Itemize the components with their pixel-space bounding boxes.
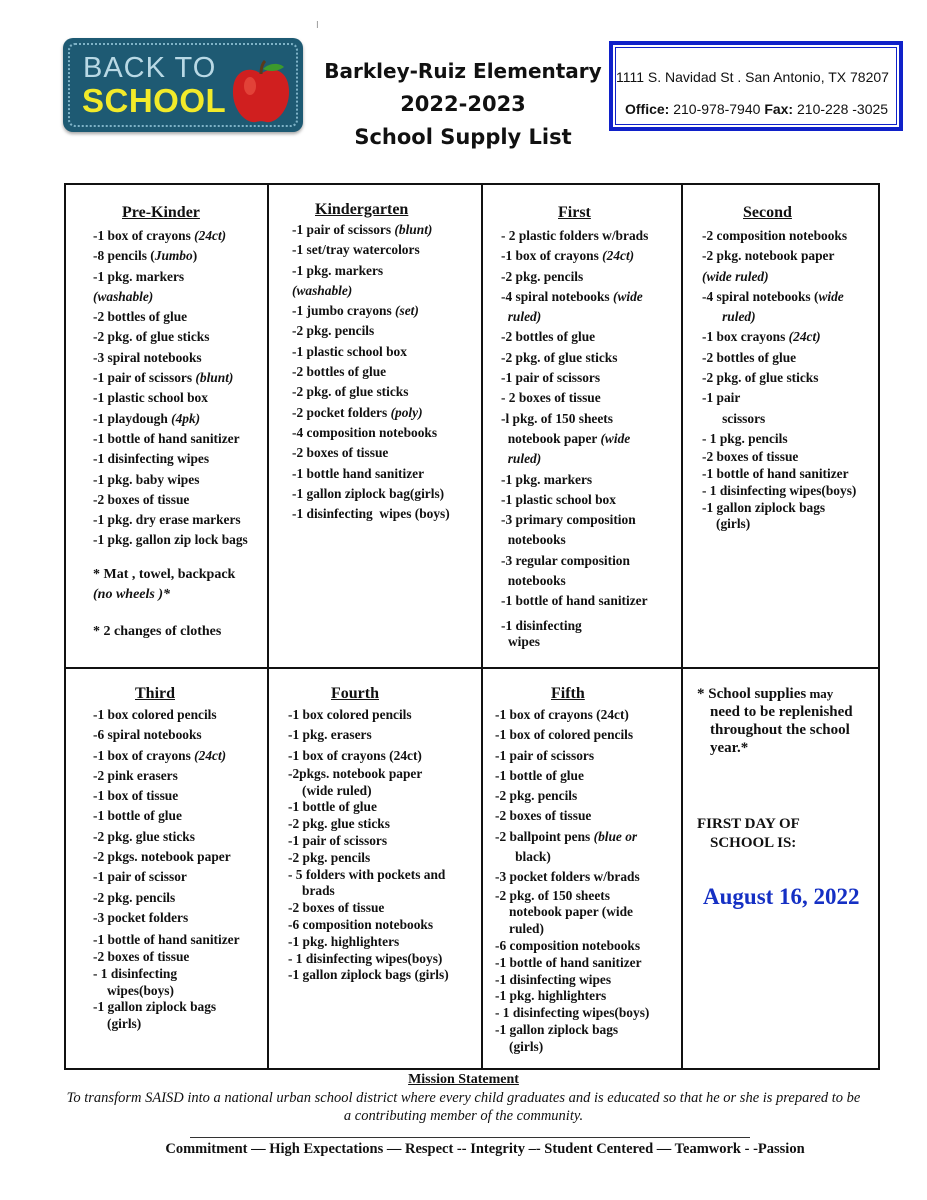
supply-item-text: -2 pkg. pencils bbox=[501, 268, 584, 284]
supply-item bbox=[501, 327, 679, 347]
supply-item-text: -1 pair bbox=[702, 390, 741, 406]
supply-item: -1 gallon ziplock bags bbox=[93, 999, 217, 1015]
supply-item-text: -1 gallon ziplock bag(girls) bbox=[292, 485, 445, 501]
supply-item: -2 boxes of tissue bbox=[288, 900, 385, 916]
supply-item bbox=[292, 220, 477, 240]
supply-item bbox=[702, 287, 880, 307]
supply-item: - 1 disinfecting wipes(boys) bbox=[495, 1005, 650, 1021]
second-list bbox=[702, 226, 880, 449]
supply-item bbox=[501, 470, 679, 490]
supply-item bbox=[93, 530, 265, 550]
supply-item bbox=[93, 327, 265, 347]
supply-item-text: notebook paper bbox=[501, 430, 601, 446]
supply-item-note: (24ct) bbox=[788, 329, 821, 345]
supply-item-note: (blunt) bbox=[195, 370, 234, 386]
supply-item bbox=[702, 348, 880, 368]
first-disinfecting: -1 disinfecting bbox=[501, 617, 582, 633]
supply-item-text: -1 pkg. markers bbox=[501, 471, 593, 487]
supply-item bbox=[501, 591, 679, 611]
supply-item bbox=[288, 725, 480, 745]
supply-item bbox=[495, 806, 679, 826]
supply-item bbox=[501, 490, 679, 510]
stray-mark: I bbox=[316, 20, 319, 31]
supply-item-text: -4 composition notebooks bbox=[292, 424, 438, 440]
supply-item bbox=[292, 362, 477, 382]
first-heading: First bbox=[558, 204, 591, 221]
fourth-list bbox=[288, 705, 480, 766]
supply-item bbox=[501, 551, 679, 571]
phone-line bbox=[625, 101, 888, 117]
supply-item-text: -1 bottle of glue bbox=[93, 808, 182, 824]
supply-item-text: -2 bottles of glue bbox=[93, 309, 188, 325]
supply-item bbox=[288, 746, 480, 766]
grid-divider bbox=[481, 185, 483, 1068]
supply-item bbox=[292, 464, 477, 484]
supply-item bbox=[495, 867, 679, 887]
supply-item-text: -2 pkg. pencils bbox=[93, 889, 176, 905]
fifth-list bbox=[495, 705, 679, 888]
fifth-column bbox=[495, 685, 679, 1056]
supply-item bbox=[495, 786, 679, 806]
supply-item-text bbox=[501, 309, 508, 324]
prek-note-no-wheels: (no wheels )* bbox=[93, 586, 170, 602]
first-list bbox=[501, 226, 679, 612]
grid-divider bbox=[66, 667, 878, 669]
supply-item-text: -1 plastic school box bbox=[292, 343, 407, 359]
supply-item bbox=[93, 429, 265, 449]
supply-item-text: -2 pkg. of glue sticks bbox=[702, 370, 819, 386]
supply-item bbox=[93, 746, 265, 766]
supply-item-text: -2 bottles of glue bbox=[702, 349, 797, 365]
first-day-line2: SCHOOL IS: bbox=[710, 835, 797, 851]
core-values: Commitment — High Expectations — Respect -- Integrity –- Student Centered — Teamwork - -Passion bbox=[165, 1141, 805, 1157]
supply-item-text: -3 spiral notebooks bbox=[93, 349, 202, 365]
supply-grid bbox=[64, 183, 880, 1070]
supply-item bbox=[93, 449, 265, 469]
third-list-tight bbox=[93, 932, 265, 1033]
supply-item bbox=[702, 327, 880, 347]
supply-item-text: -2 pkg. glue sticks bbox=[93, 828, 195, 844]
supply-item: -2 boxes of tissue bbox=[702, 449, 799, 465]
prek-column bbox=[93, 204, 265, 640]
supply-item-text: -1 box colored pencils bbox=[288, 707, 412, 722]
mission-line-1: To transform SAISD into a national urban school district where every child graduates and is educated so that he or she is prepared to be bbox=[66, 1090, 861, 1106]
supply-item bbox=[292, 342, 477, 362]
supply-item-note: ruled) bbox=[507, 309, 542, 325]
prek-heading: Pre-Kinder bbox=[122, 204, 200, 221]
supply-item: -2pkgs. notebook paper bbox=[288, 765, 423, 781]
supply-item-text: -2 pkg. pencils bbox=[495, 788, 578, 804]
supply-item bbox=[292, 382, 477, 402]
supply-item bbox=[93, 806, 265, 826]
supply-item bbox=[501, 530, 679, 550]
supply-item-text: -1 set/tray watercolors bbox=[292, 242, 420, 258]
fifth-list-tight bbox=[495, 888, 679, 1056]
supply-item-text: -1 box of crayons (24ct) bbox=[288, 747, 422, 763]
supply-item-text: -2 ballpoint pens bbox=[495, 828, 594, 844]
supply-item: -2 pkg. glue sticks bbox=[288, 816, 390, 832]
supply-item bbox=[93, 908, 265, 928]
supply-item bbox=[292, 423, 477, 443]
supply-item bbox=[93, 847, 265, 867]
office-phone: 210-978-7940 bbox=[669, 101, 765, 117]
supply-item: -2 pkg. pencils bbox=[288, 849, 371, 865]
supply-item-note: (wide bbox=[600, 430, 631, 446]
supply-item-text: -2 composition notebooks bbox=[702, 228, 848, 243]
supply-item: -1 bottle of glue bbox=[288, 799, 377, 815]
supply-item-text: -1 box of crayons (24ct) bbox=[495, 707, 629, 722]
list-title: School Supply List bbox=[354, 125, 572, 149]
prek-note-clothes: * 2 changes of clothes bbox=[93, 623, 222, 639]
supply-item bbox=[292, 321, 477, 341]
supply-item-text: -2 boxes of tissue bbox=[93, 491, 190, 507]
grid-divider bbox=[681, 185, 683, 1068]
supply-item bbox=[93, 470, 265, 490]
supply-item: -1 disinfecting wipes bbox=[495, 971, 612, 987]
second-column bbox=[702, 204, 880, 533]
supply-item: -2 pkg. of 150 sheets bbox=[495, 887, 610, 903]
supply-item bbox=[288, 705, 480, 725]
supply-item-text: -2 pkg. of glue sticks bbox=[93, 329, 210, 345]
supply-item bbox=[93, 888, 265, 908]
mission-statement bbox=[40, 1089, 887, 1125]
supply-item: - 1 disinfecting wipes(boys) bbox=[702, 482, 857, 498]
supply-item-text bbox=[501, 451, 508, 466]
supply-item bbox=[93, 705, 265, 725]
mission-line-2: a contributing member of the community. bbox=[343, 1108, 584, 1124]
supply-item: -1 bottle of hand sanitizer bbox=[93, 932, 240, 948]
supply-item bbox=[495, 725, 679, 745]
first-column bbox=[501, 204, 679, 650]
supply-item bbox=[702, 388, 880, 408]
supply-item-note: wide bbox=[818, 288, 844, 304]
supply-item: - 1 disinfecting bbox=[93, 965, 178, 981]
supply-item-text: -1 playdough bbox=[93, 410, 172, 426]
supply-item-text: -1 box of crayons bbox=[93, 747, 195, 763]
supply-item bbox=[93, 827, 265, 847]
supply-item-text: -1 jumbo crayons bbox=[292, 303, 396, 319]
supply-item: -1 pkg. highlighters bbox=[495, 988, 607, 1004]
supply-item: -2 boxes of tissue bbox=[93, 949, 190, 965]
supply-item: ruled) bbox=[509, 921, 544, 937]
supply-item: -1 bottle of hand sanitizer bbox=[495, 954, 642, 970]
supply-item bbox=[702, 429, 880, 449]
supply-item bbox=[292, 403, 477, 423]
supply-item-text: -3 pocket folders bbox=[93, 909, 189, 925]
contact-box bbox=[609, 41, 903, 131]
supply-item: -1 bottle of hand sanitizer bbox=[702, 466, 849, 482]
supply-item-text: -1 box of crayons bbox=[501, 248, 603, 264]
supply-item: -1 pkg. highlighters bbox=[288, 933, 400, 949]
supply-item-text: -1 plastic school box bbox=[93, 390, 208, 406]
supply-item-text: - 1 pkg. pencils bbox=[702, 430, 788, 446]
supply-item-text: -2 boxes of tissue bbox=[292, 445, 389, 461]
supply-item bbox=[93, 786, 265, 806]
kindergarten-list bbox=[292, 220, 477, 524]
supply-item-text: ) bbox=[192, 248, 198, 264]
supply-item bbox=[93, 409, 265, 429]
supply-item-note: (blue or bbox=[593, 828, 638, 844]
third-column bbox=[93, 685, 265, 1033]
supply-item-text: -1 box crayons bbox=[702, 329, 789, 345]
first-day-line1: FIRST DAY OF bbox=[697, 816, 800, 832]
fourth-column bbox=[288, 685, 480, 984]
supply-item-note: Jumbo bbox=[154, 248, 193, 264]
supply-item bbox=[702, 246, 880, 266]
fax-label: Fax: bbox=[764, 101, 794, 117]
supply-item: wipes(boys) bbox=[107, 982, 174, 998]
supply-item-text: -2 pkg. of glue sticks bbox=[501, 349, 618, 365]
supply-item bbox=[501, 429, 679, 449]
supply-item-text: -1 disinfecting wipes bbox=[93, 451, 210, 467]
logo-text-back-to: BACK TO bbox=[83, 52, 217, 84]
replenish-note-a: * School supplies bbox=[697, 686, 807, 702]
supply-item-text: -1 pkg. gallon zip lock bags bbox=[93, 532, 248, 548]
fourth-list-tight bbox=[288, 766, 480, 984]
supply-item bbox=[501, 287, 679, 307]
supply-item-text: -1 bottle of hand sanitizer bbox=[93, 430, 240, 446]
supply-item-text: -1 box of colored pencils bbox=[495, 727, 634, 743]
supply-item-text: -1 pkg. baby wipes bbox=[93, 471, 200, 487]
fourth-heading: Fourth bbox=[331, 685, 379, 702]
supply-item-text: -1 bottle of glue bbox=[495, 767, 584, 783]
third-list bbox=[93, 705, 265, 928]
prek-list bbox=[93, 226, 265, 551]
supply-item: - 1 disinfecting wipes(boys) bbox=[288, 950, 443, 966]
supply-item bbox=[501, 267, 679, 287]
supply-item bbox=[495, 705, 679, 725]
first-day-date: August 16, 2022 bbox=[703, 884, 860, 909]
first-wipes: wipes bbox=[508, 633, 540, 649]
supply-item-text: -1 bottle hand sanitizer bbox=[292, 465, 425, 481]
supply-item bbox=[93, 766, 265, 786]
supply-item-text: -3 regular composition bbox=[501, 552, 630, 568]
supply-item bbox=[702, 368, 880, 388]
supply-item-text: -4 spiral notebooks bbox=[501, 288, 613, 304]
supply-item-text: notebooks bbox=[501, 573, 566, 589]
office-label: Office: bbox=[625, 101, 670, 117]
supply-item bbox=[292, 281, 477, 301]
supply-item bbox=[93, 267, 265, 287]
supply-item-text: -2 bottles of glue bbox=[501, 329, 596, 345]
supply-item-text: -1 box of crayons bbox=[93, 228, 195, 243]
supply-item bbox=[93, 368, 265, 388]
supply-item-text: -8 pencils ( bbox=[93, 248, 155, 264]
supply-item-text: -2 pink erasers bbox=[93, 767, 178, 783]
supply-item-note: (wide bbox=[612, 288, 643, 304]
kindergarten-column bbox=[292, 201, 477, 524]
grid-divider bbox=[267, 185, 269, 1068]
supply-item: brads bbox=[302, 883, 335, 899]
supply-item-text bbox=[702, 309, 722, 324]
supply-item bbox=[501, 246, 679, 266]
supply-item bbox=[501, 510, 679, 530]
supply-item-note: ruled) bbox=[507, 451, 542, 467]
supply-item: -1 gallon ziplock bags (girls) bbox=[288, 967, 449, 983]
replenish-note-b: may bbox=[806, 686, 834, 701]
supply-item: notebook paper (wide bbox=[509, 904, 634, 920]
supply-item bbox=[495, 847, 679, 867]
supply-item-text: black) bbox=[495, 849, 551, 865]
supply-item-text: -1 pkg. markers bbox=[292, 262, 384, 278]
footer-rule bbox=[190, 1137, 750, 1138]
mission-heading: Mission Statement bbox=[408, 1072, 519, 1087]
supply-item bbox=[93, 388, 265, 408]
supply-item: -6 composition notebooks bbox=[288, 917, 434, 933]
supply-item-text: -3 primary composition bbox=[501, 512, 636, 528]
third-heading: Third bbox=[135, 685, 176, 702]
supply-item-text: -1 box of tissue bbox=[93, 788, 179, 804]
supply-item bbox=[93, 510, 265, 530]
supply-item-text: -1 box colored pencils bbox=[93, 707, 217, 722]
supply-item-text: -2 pkgs. notebook paper bbox=[93, 849, 231, 865]
supply-item-text: -1 pair of scissors bbox=[501, 370, 601, 386]
replenish-note bbox=[697, 685, 877, 757]
supply-item: (wide ruled) bbox=[302, 782, 372, 798]
supply-item bbox=[702, 267, 880, 287]
logo-text-school: SCHOOL bbox=[82, 82, 227, 119]
fifth-heading: Fifth bbox=[551, 685, 585, 702]
supply-item-note: (blunt) bbox=[394, 222, 433, 237]
supply-item: (girls) bbox=[509, 1038, 544, 1054]
replenish-note-line2: need to be replenished bbox=[710, 704, 853, 720]
supply-item bbox=[93, 490, 265, 510]
supply-item bbox=[93, 348, 265, 368]
supply-item bbox=[292, 443, 477, 463]
supply-item-text: -1 pair of scissor bbox=[93, 869, 187, 885]
supply-item-text: -1 pkg. dry erase markers bbox=[93, 512, 241, 528]
supply-item: (girls) bbox=[107, 1016, 142, 1032]
supply-item bbox=[501, 368, 679, 388]
supply-item-text: -1 pair of scissors bbox=[495, 747, 595, 763]
supply-item: - 5 folders with pockets and bbox=[288, 866, 446, 882]
supply-item bbox=[495, 746, 679, 766]
supply-item bbox=[501, 226, 679, 246]
supply-item-text: - 2 plastic folders w/brads bbox=[501, 228, 649, 243]
supply-item-text: scissors bbox=[702, 410, 766, 426]
supply-item bbox=[93, 307, 265, 327]
supply-item bbox=[702, 226, 880, 246]
supply-item-text: -2 pkg. pencils bbox=[292, 323, 375, 339]
supply-item-note: (24ct) bbox=[194, 228, 227, 243]
supply-item-text: -2 pkg. of glue sticks bbox=[292, 384, 409, 400]
supply-item bbox=[292, 240, 477, 260]
supply-item-text: -1 pair of scissors bbox=[292, 222, 395, 237]
supply-item bbox=[93, 867, 265, 887]
supply-item-text: -2 pocket folders bbox=[292, 404, 391, 420]
supply-item: -1 gallon ziplock bags bbox=[495, 1022, 619, 1038]
supply-item-text: -3 pocket folders w/brads bbox=[495, 869, 640, 885]
supply-item-text: -1 pair of scissors bbox=[93, 370, 196, 386]
supply-item bbox=[495, 766, 679, 786]
supply-item-note: (poly) bbox=[390, 404, 423, 420]
supply-item bbox=[501, 348, 679, 368]
supply-item-text: - 2 boxes of tissue bbox=[501, 390, 601, 406]
supply-item-text: -1 pkg. erasers bbox=[288, 727, 372, 743]
supply-item-text: -l pkg. of 150 sheets bbox=[501, 410, 613, 426]
supply-item-note: (24ct) bbox=[194, 747, 227, 763]
supply-item-note: (4pk) bbox=[171, 410, 201, 426]
supply-item-note: ruled) bbox=[722, 309, 756, 325]
supply-item bbox=[93, 246, 265, 266]
back-to-school-logo bbox=[63, 38, 303, 132]
supply-item-text: -1 bottle of hand sanitizer bbox=[501, 593, 648, 609]
supply-item bbox=[93, 287, 265, 307]
supply-item bbox=[702, 307, 880, 327]
supply-item bbox=[501, 449, 679, 469]
school-year: 2022-2023 bbox=[400, 92, 526, 116]
supply-item bbox=[292, 261, 477, 281]
supply-item-note: (set) bbox=[395, 303, 419, 319]
supply-item bbox=[501, 409, 679, 429]
supply-item bbox=[292, 484, 477, 504]
supply-item-text: -2 pkg. notebook paper bbox=[702, 248, 835, 264]
supply-item bbox=[501, 571, 679, 591]
supply-item bbox=[292, 504, 477, 524]
supply-item-text: -2 bottles of glue bbox=[292, 364, 387, 380]
school-name: Barkley-Ruiz Elementary bbox=[324, 59, 602, 83]
supply-item bbox=[292, 301, 477, 321]
supply-item-note: (wide ruled) bbox=[702, 268, 769, 284]
replenish-note-line3: throughout the school bbox=[710, 722, 850, 738]
supply-item bbox=[495, 827, 679, 847]
supply-item: -1 gallon ziplock bags bbox=[702, 499, 826, 515]
second-list-tight bbox=[702, 449, 880, 533]
supply-item-text: -6 spiral notebooks bbox=[93, 727, 202, 743]
supply-item-note: (washable) bbox=[292, 282, 353, 298]
supply-item bbox=[93, 226, 265, 246]
supply-item: -1 pair of scissors bbox=[288, 833, 388, 849]
replenish-note-line4: year.* bbox=[710, 740, 749, 756]
supply-item: (girls) bbox=[716, 516, 751, 532]
first-day-label bbox=[697, 815, 800, 853]
supply-item-text: -2 boxes of tissue bbox=[495, 808, 592, 824]
school-address: 1111 S. Navidad St . San Antonio, TX 78207 bbox=[616, 69, 889, 85]
supply-item-text: -1 disinfecting wipes (boys) bbox=[292, 506, 450, 522]
second-heading: Second bbox=[743, 204, 792, 221]
supply-item bbox=[702, 409, 880, 429]
supply-item-text: -4 spiral notebooks ( bbox=[702, 288, 819, 304]
kindergarten-heading: Kindergarten bbox=[315, 201, 409, 218]
supply-item-text: notebooks bbox=[501, 532, 566, 548]
prek-note-mat: * Mat , towel, backpack bbox=[93, 566, 236, 582]
apple-icon bbox=[230, 60, 292, 126]
supply-item-note: (24ct) bbox=[602, 248, 635, 264]
supply-item-text: -1 pkg. markers bbox=[93, 268, 185, 284]
supply-item bbox=[93, 725, 265, 745]
supply-item bbox=[501, 307, 679, 327]
supply-item-note: (washable) bbox=[93, 288, 154, 304]
supply-item bbox=[501, 388, 679, 408]
supply-item-text: -1 plastic school box bbox=[501, 491, 616, 507]
fax-phone: 210-228 -3025 bbox=[793, 101, 889, 117]
supply-item: -6 composition notebooks bbox=[495, 938, 641, 954]
